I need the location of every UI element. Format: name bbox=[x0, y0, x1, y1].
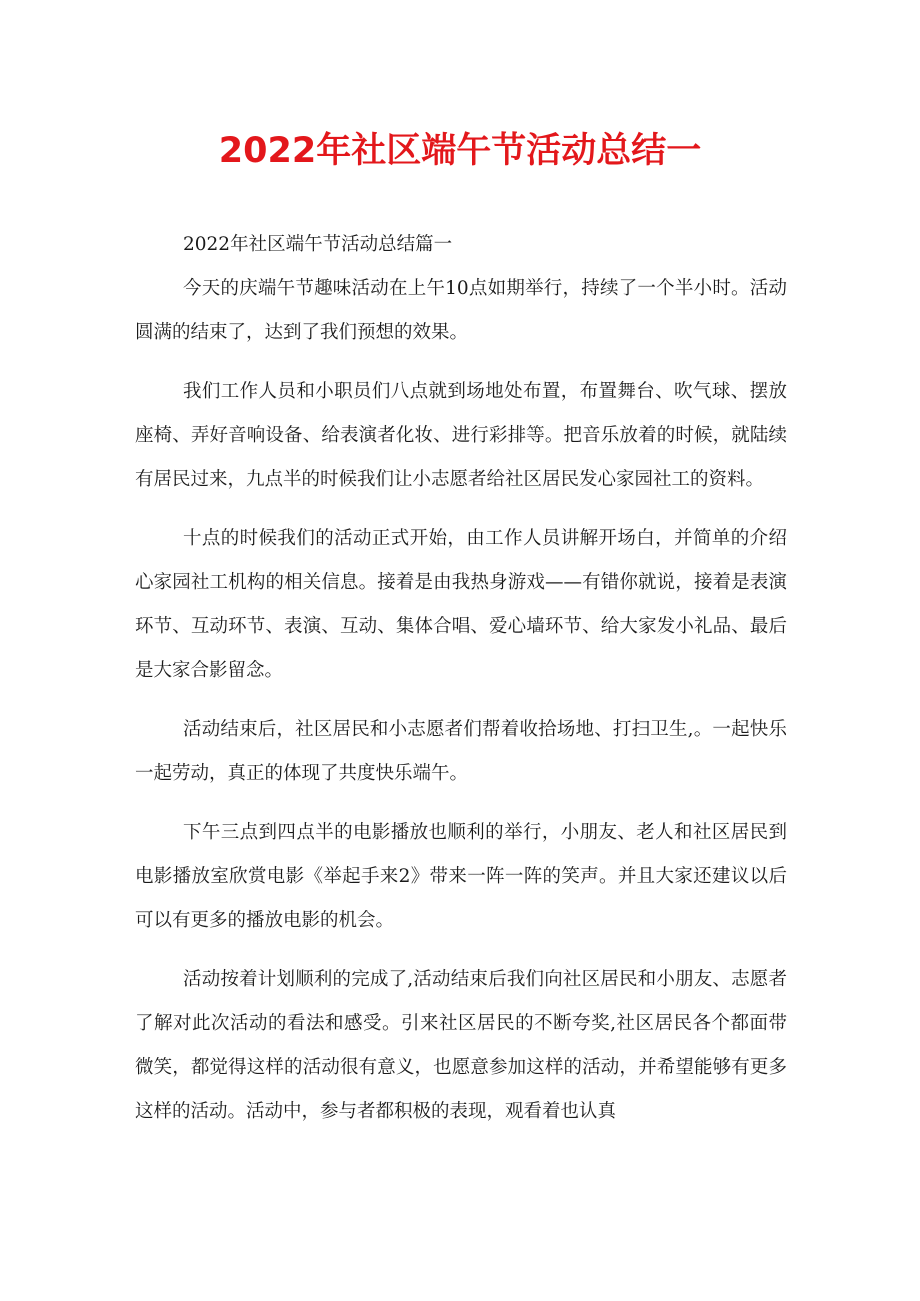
document-body bbox=[135, 223, 787, 1149]
paragraph: 活动按着计划顺利的完成了,活动结束后我们向社区居民和小朋友、志愿者了解对此次活动的看法和感受。引来社区居民的不断夸奖,社区居民各个都面带微笑，都觉得这样的活动很有意义，也愿意参加这样的活动，并希望能够有更多这样的活动。活动中，参与者都积极的表现，观看着也认真 bbox=[135, 969, 787, 1122]
page-title: 2022年社区端午节活动总结一 bbox=[218, 131, 702, 171]
paragraph: 下午三点到四点半的电影播放也顺利的举行，小朋友、老人和社区居民到电影播放室欣赏电影《举起手来2》带来一阵一阵的笑声。并且大家还建议以后可以有更多的播放电影的机会。 bbox=[135, 822, 787, 931]
paragraph: 我们工作人员和小职员们八点就到场地处布置，布置舞台、吹气球、摆放座椅、弄好音响设备、给表演者化妆、进行彩排等。把音乐放着的时候，就陆续有居民过来，九点半的时候我们让小志愿者给社区居民发心家园社工的资料。 bbox=[135, 381, 787, 490]
paragraph: 活动结束后，社区居民和小志愿者们帮着收拾场地、打扫卫生,。一起快乐一起劳动，真正的体现了共度快乐端午。 bbox=[135, 719, 787, 784]
section-heading: 2022年社区端午节活动总结篇一 bbox=[183, 234, 453, 255]
paragraph: 十点的时候我们的活动正式开始，由工作人员讲解开场白，并简单的介绍心家园社工机构的相关信息。接着是由我热身游戏——有错你就说，接着是表演环节、互动环节、表演、互动、集体合唱、爱心墙环节、给大家发小礼品、最后是大家合影留念。 bbox=[135, 528, 787, 681]
paragraph: 今天的庆端午节趣味活动在上午10点如期举行，持续了一个半小时。活动圆满的结束了，达到了我们预想的效果。 bbox=[135, 278, 787, 343]
